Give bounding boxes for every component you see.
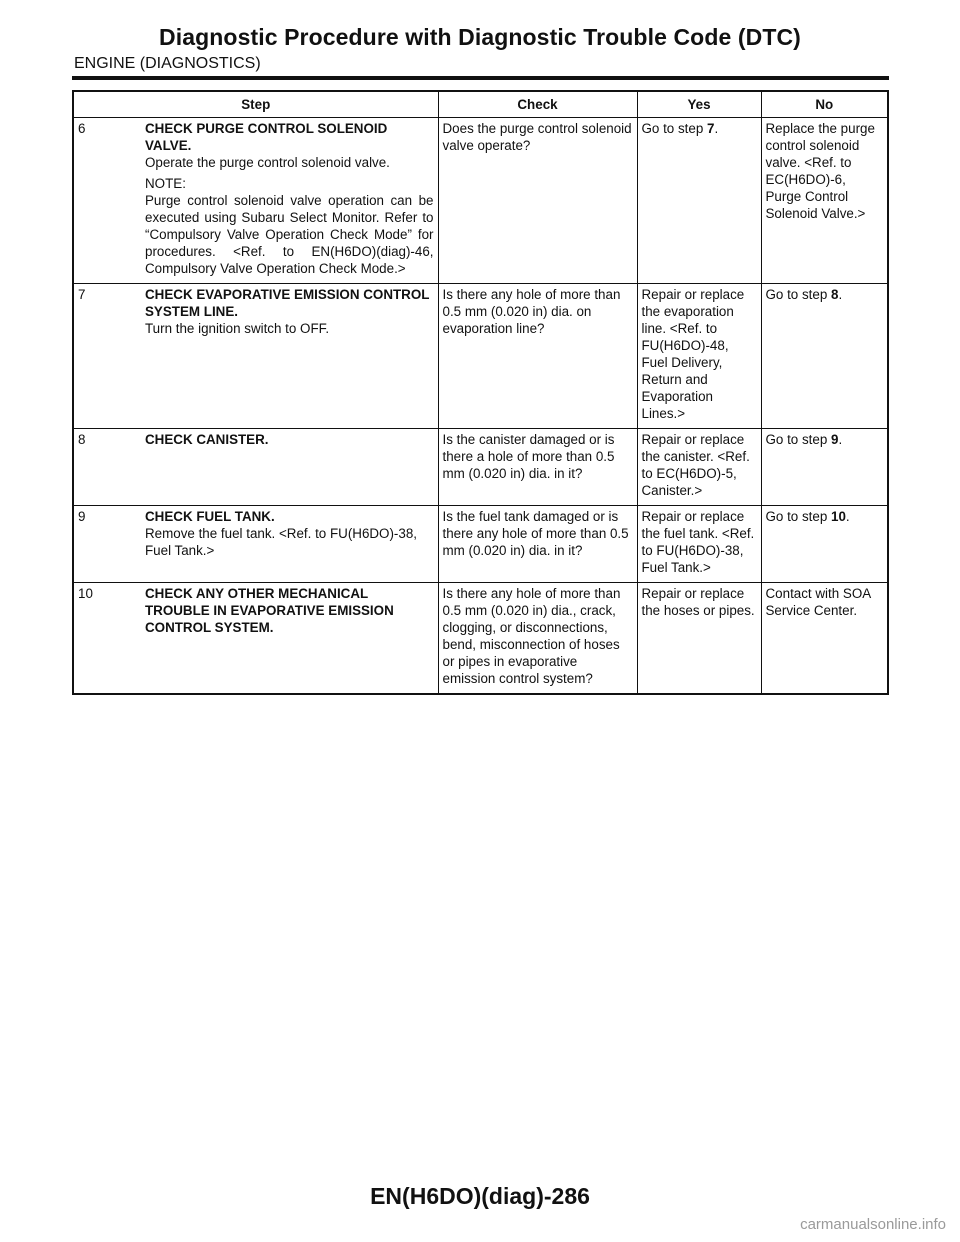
step-number: 6 <box>73 118 141 284</box>
step-title: CHECK CANISTER. <box>145 432 269 447</box>
yes-cell: Go to step 7. <box>637 118 761 284</box>
yes-text: Repair or replace the fuel tank. <Ref. to FU(H6DO)-38, Fuel Tank.> <box>641 509 755 575</box>
step-cell <box>141 583 438 695</box>
no-step-link[interactable]: 10 <box>831 509 846 524</box>
no-step-link[interactable]: 8 <box>831 287 839 302</box>
no-cell: Go to step 8. <box>761 284 888 429</box>
yes-cell <box>637 506 761 583</box>
yes-text: Repair or replace the evaporation line. <Ref. to FU(H6DO)-48, Fuel Delivery, Return and Evaporation Lines.> <box>641 287 745 421</box>
no-cell: Go to step 10. <box>761 506 888 583</box>
step-body: Turn the ignition switch to OFF. <box>145 321 330 336</box>
check-cell: Is the canister damaged or is there a hole of more than 0.5 mm (0.020 in) dia. in it? <box>438 429 637 506</box>
table-row <box>73 284 888 429</box>
check-cell: Does the purge control solenoid valve operate? <box>438 118 637 284</box>
page-number: EN(H6DO)(diag)-286 <box>370 1183 590 1209</box>
step-cell <box>141 506 438 583</box>
step-body: Remove the fuel tank. <Ref. to FU(H6DO)-38, Fuel Tank.> <box>145 526 418 558</box>
step-title: CHECK EVAPORATIVE EMISSION CONTROL SYSTEM LINE. <box>145 287 430 319</box>
step-number: 8 <box>73 429 141 506</box>
column-header-step: Step <box>73 91 438 118</box>
no-step-link[interactable]: 9 <box>831 432 839 447</box>
no-cell <box>761 583 888 695</box>
step-number: 9 <box>73 506 141 583</box>
watermark: carmanualsonline.info <box>800 1216 946 1233</box>
yes-cell <box>637 284 761 429</box>
yes-cell <box>637 583 761 695</box>
table-row <box>73 118 888 284</box>
yes-cell <box>637 429 761 506</box>
step-body: Operate the purge control solenoid valve. <box>145 155 390 170</box>
no-cell: Go to step 9. <box>761 429 888 506</box>
section-subtitle: ENGINE (DIAGNOSTICS) <box>74 55 261 72</box>
no-text: Contact with SOA Service Center. <box>765 586 871 618</box>
table-row <box>73 429 888 506</box>
page-title: Diagnostic Procedure with Diagnostic Trouble Code (DTC) <box>159 24 801 50</box>
check-cell: Is there any hole of more than 0.5 mm (0.020 in) dia. on evaporation line? <box>438 284 637 429</box>
step-cell <box>141 429 438 506</box>
table-header-row <box>73 91 888 118</box>
no-text: Go to step <box>765 287 832 302</box>
step-title: CHECK PURGE CONTROL SOLENOID VALVE. <box>145 121 388 153</box>
header-rule <box>72 76 889 80</box>
yes-text: Go to step <box>641 121 708 136</box>
column-header-no: No <box>761 91 888 118</box>
note-text: Purge control solenoid valve operation can be executed using Subaru Select Monitor. Refer to “Compulsory Valve Operation Check Mode” for procedures. <Ref. to EN(H6DO)(diag)-46, Compulsory Valve Operation Check Mode.> <box>145 193 434 276</box>
yes-step-link[interactable]: 7 <box>707 121 715 136</box>
table-row <box>73 506 888 583</box>
step-cell <box>141 284 438 429</box>
no-text: Replace the purge control solenoid valve. <Ref. to EC(H6DO)-6, Purge Control Solenoid Valve.> <box>765 121 875 221</box>
yes-text: Repair or replace the hoses or pipes. <box>641 586 755 618</box>
table-row <box>73 583 888 695</box>
step-title: CHECK ANY OTHER MECHANICAL TROUBLE IN EVAPORATIVE EMISSION CONTROL SYSTEM. <box>145 586 394 635</box>
check-cell: Is the fuel tank damaged or is there any hole of more than 0.5 mm (0.020 in) dia. in it? <box>438 506 637 583</box>
yes-text: Repair or replace the canister. <Ref. to EC(H6DO)-5, Canister.> <box>641 432 750 498</box>
column-header-check: Check <box>438 91 637 118</box>
step-number: 7 <box>73 284 141 429</box>
step-title: CHECK FUEL TANK. <box>145 509 275 524</box>
no-text: Go to step <box>765 509 832 524</box>
diagnostic-procedure-table <box>72 90 889 695</box>
no-cell <box>761 118 888 284</box>
note-label: NOTE: <box>145 176 186 191</box>
column-header-yes: Yes <box>637 91 761 118</box>
check-cell: Is there any hole of more than 0.5 mm (0.020 in) dia., crack, clogging, or disconnections, bend, misconnection of hoses or pipes in evaporative emission control system? <box>438 583 637 695</box>
no-text: Go to step <box>765 432 832 447</box>
step-cell <box>141 118 438 284</box>
step-number: 10 <box>73 583 141 695</box>
